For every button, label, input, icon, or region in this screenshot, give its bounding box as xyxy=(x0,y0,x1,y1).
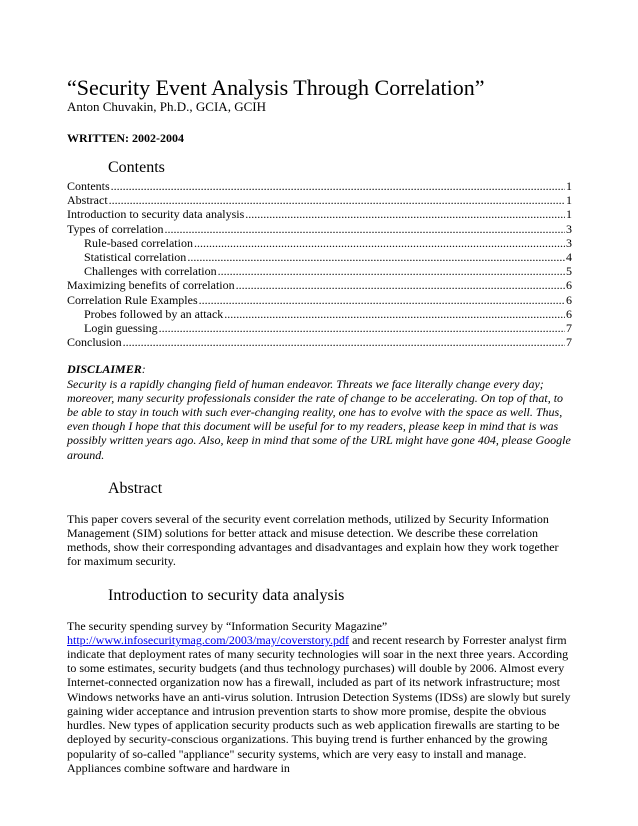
document-page xyxy=(67,76,572,775)
intro-text-start: The security spending survey by “Information Security Magazine” xyxy=(67,618,388,633)
abstract-heading: Abstract xyxy=(108,479,163,497)
toc-entry-statistical[interactable] xyxy=(67,250,572,264)
toc-leader-dots xyxy=(199,293,565,307)
toc-entry-label: Rule-based correlation xyxy=(84,235,193,250)
toc-entry-label: Correlation Rule Examples xyxy=(67,292,198,307)
toc-entry-page: 1 xyxy=(566,207,572,222)
introduction-text xyxy=(67,619,572,775)
toc-entry-page: 1 xyxy=(566,179,572,193)
toc-entry-label: Abstract xyxy=(67,193,108,208)
toc-entry-challenges[interactable] xyxy=(67,264,572,278)
toc-entry-login-guessing[interactable] xyxy=(67,321,572,335)
toc-entry-label: Statistical correlation xyxy=(84,250,187,265)
survey-link[interactable]: http://www.infosecuritymag.com/2003/may/coverstory.pdf xyxy=(67,632,350,647)
toc-leader-dots xyxy=(187,250,565,264)
toc-entry-page: 7 xyxy=(566,335,572,350)
toc-entry-label: Login guessing xyxy=(84,321,158,336)
toc-entry-page: 1 xyxy=(566,193,572,208)
toc-entry-maximizing-benefits[interactable] xyxy=(67,278,572,292)
introduction-heading: Introduction to security data analysis xyxy=(108,586,345,604)
disclaimer-block xyxy=(67,362,572,461)
toc-entry-page: 5 xyxy=(566,264,572,279)
toc-entry-page: 7 xyxy=(566,321,572,336)
toc-entry-label: Maximizing benefits of correlation xyxy=(67,278,235,293)
disclaimer-colon: : xyxy=(141,362,146,377)
toc-entry-label: Probes followed by an attack xyxy=(84,306,224,321)
toc-entry-types-of-correlation[interactable] xyxy=(67,222,572,236)
toc-leader-dots xyxy=(164,222,565,236)
toc-entry-page: 6 xyxy=(566,306,572,321)
toc-leader-dots xyxy=(109,193,565,207)
disclaimer-text: Security is a rapidly changing field of human endeavor. Threats we face literally change every day; moreover, many security professionals consider the rate of change to be accelerating. On top of that, to be able to stay in touch with such ever-changing reality, one has to evolve with the space as well. Thus, even though I hope that this document will be useful for to my readers, please keep in mind that is was possibly written years ago. Also, keep in mind that some of the URL might have gone 404, please Google around. xyxy=(67,376,571,462)
author-line: Anton Chuvakin, Ph.D., GCIA, GCIH xyxy=(67,99,266,114)
toc-entry-introduction[interactable] xyxy=(67,207,572,221)
toc-entry-abstract[interactable] xyxy=(67,193,572,207)
toc-entry-page: 3 xyxy=(566,235,572,250)
toc-leader-dots xyxy=(111,179,565,193)
toc-leader-dots xyxy=(123,335,565,349)
toc-entry-contents[interactable] xyxy=(67,179,572,193)
toc-entry-rule-examples[interactable] xyxy=(67,293,572,307)
toc-entry-page: 6 xyxy=(566,278,572,293)
toc-heading: Contents xyxy=(108,159,165,176)
toc-leader-dots xyxy=(218,264,565,278)
toc-leader-dots xyxy=(224,307,565,321)
toc-entry-label: Challenges with correlation xyxy=(84,264,217,279)
toc-entry-label: Contents xyxy=(67,179,110,193)
toc-entry-page: 6 xyxy=(566,292,572,307)
toc-leader-dots xyxy=(194,236,565,250)
abstract-text: This paper covers several of the security event correlation methods, utilized by Security Information Management (SIM) solutions for better attack and misuse detection. We describe these correlation methods, show their corresponding advantages and disadvantages and explain how they work together for maximum security. xyxy=(67,511,559,569)
intro-text-rest: and recent research by Forrester analyst firm indicate that deployment rates of many security technologies will soar in the next three years. According to some estimates, security budgets (and thus technology purchases) will double by 2006. Almost every Internet-connected organization now has a firewall, included as part of its network infrastructure; most Windows networks have an anti-virus solution. Intrusion Detection Systems (IDSs) are slowly but surely gaining wider acceptance and intrusion prevention starts to show more promise, despite the obvious hurdles. New types of application security products such as web application firewalls are starting to be deployed by security-conscious organizations. This buying trend is further enhanced by the growing popularity of so-called "appliance" security systems, which are very easy to install and manage. Appliances combine software and hardware in xyxy=(67,632,571,775)
toc-entry-page: 3 xyxy=(566,221,572,236)
toc-leader-dots xyxy=(159,321,565,335)
toc-leader-dots xyxy=(245,207,565,221)
toc-entry-label: Conclusion xyxy=(67,335,122,350)
toc-entry-label: Introduction to security data analysis xyxy=(67,207,245,222)
document-title: “Security Event Analysis Through Correlation” xyxy=(67,75,485,100)
table-of-contents xyxy=(67,179,572,349)
toc-entry-page: 4 xyxy=(566,250,572,265)
disclaimer-heading: DISCLAIMER xyxy=(67,362,142,377)
toc-entry-rule-based[interactable] xyxy=(67,236,572,250)
toc-entry-conclusion[interactable] xyxy=(67,335,572,349)
toc-leader-dots xyxy=(236,278,565,292)
toc-entry-probes[interactable] xyxy=(67,307,572,321)
written-date: WRITTEN: 2002-2004 xyxy=(67,131,185,145)
toc-entry-label: Types of correlation xyxy=(67,221,164,236)
